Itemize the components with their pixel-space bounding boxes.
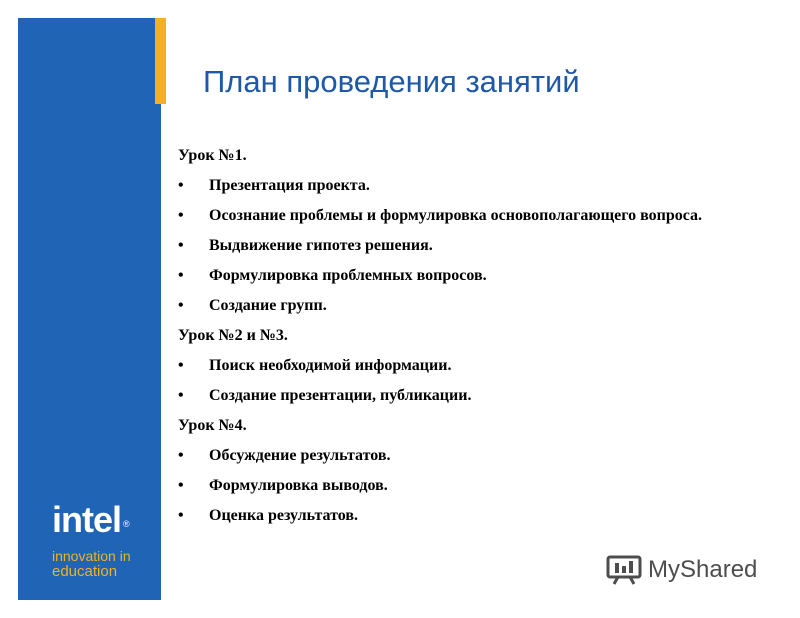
- list-item: [178, 351, 778, 381]
- intel-tagline: [52, 549, 131, 579]
- list-item-text: Обсуждение результатов.: [209, 447, 391, 464]
- list-item-text: Создание групп.: [209, 297, 327, 314]
- watermark-text: MyShared: [648, 556, 758, 583]
- bullet: •: [178, 507, 184, 524]
- accent-bar: [155, 18, 166, 104]
- list-item: [178, 441, 778, 471]
- list-item: [178, 261, 778, 291]
- presentation-board-icon: [606, 555, 642, 585]
- lesson-plan: [178, 141, 778, 531]
- bullet: •: [178, 207, 184, 224]
- list-item: [178, 501, 778, 531]
- intel-logo-text: intel: [52, 499, 122, 540]
- bullet: •: [178, 267, 184, 284]
- bullet: •: [178, 477, 184, 494]
- list-item-text: Формулировка выводов.: [209, 477, 388, 494]
- lesson-heading: Урок №2 и №3.: [178, 327, 288, 344]
- myshared-watermark[interactable]: [606, 555, 757, 585]
- list-item: [178, 171, 778, 201]
- bullet: •: [178, 357, 184, 374]
- bullet: •: [178, 297, 184, 314]
- intel-logo: [52, 499, 129, 540]
- list-item-text: Оценка результатов.: [209, 507, 359, 524]
- list-item-text: Создание презентации, публикации.: [209, 387, 472, 404]
- bullet: •: [178, 447, 184, 464]
- list-item: [178, 291, 778, 321]
- list-item: [178, 201, 778, 231]
- list-item: [178, 471, 778, 501]
- list-item-text: Осознание проблемы и формулировка основополагающего вопроса.: [209, 207, 703, 224]
- bullet: •: [178, 387, 184, 404]
- lesson-heading: Урок №4.: [178, 417, 247, 434]
- list-item-text: Выдвижение гипотез решения.: [209, 237, 433, 254]
- slide-title: План проведения занятий: [203, 64, 580, 99]
- list-item: [178, 231, 778, 261]
- list-item-text: Формулировка проблемных вопросов.: [209, 267, 487, 284]
- bullet: •: [178, 237, 184, 254]
- tagline-line1: innovation in: [52, 548, 131, 564]
- tagline-line2: education: [52, 563, 118, 580]
- list-item-text: Поиск необходимой информации.: [209, 357, 452, 374]
- list-item: [178, 381, 778, 411]
- registered-mark: ®: [123, 519, 129, 529]
- lesson-heading: Урок №1.: [178, 147, 247, 164]
- bullet: •: [178, 177, 184, 194]
- list-item-text: Презентация проекта.: [209, 177, 370, 194]
